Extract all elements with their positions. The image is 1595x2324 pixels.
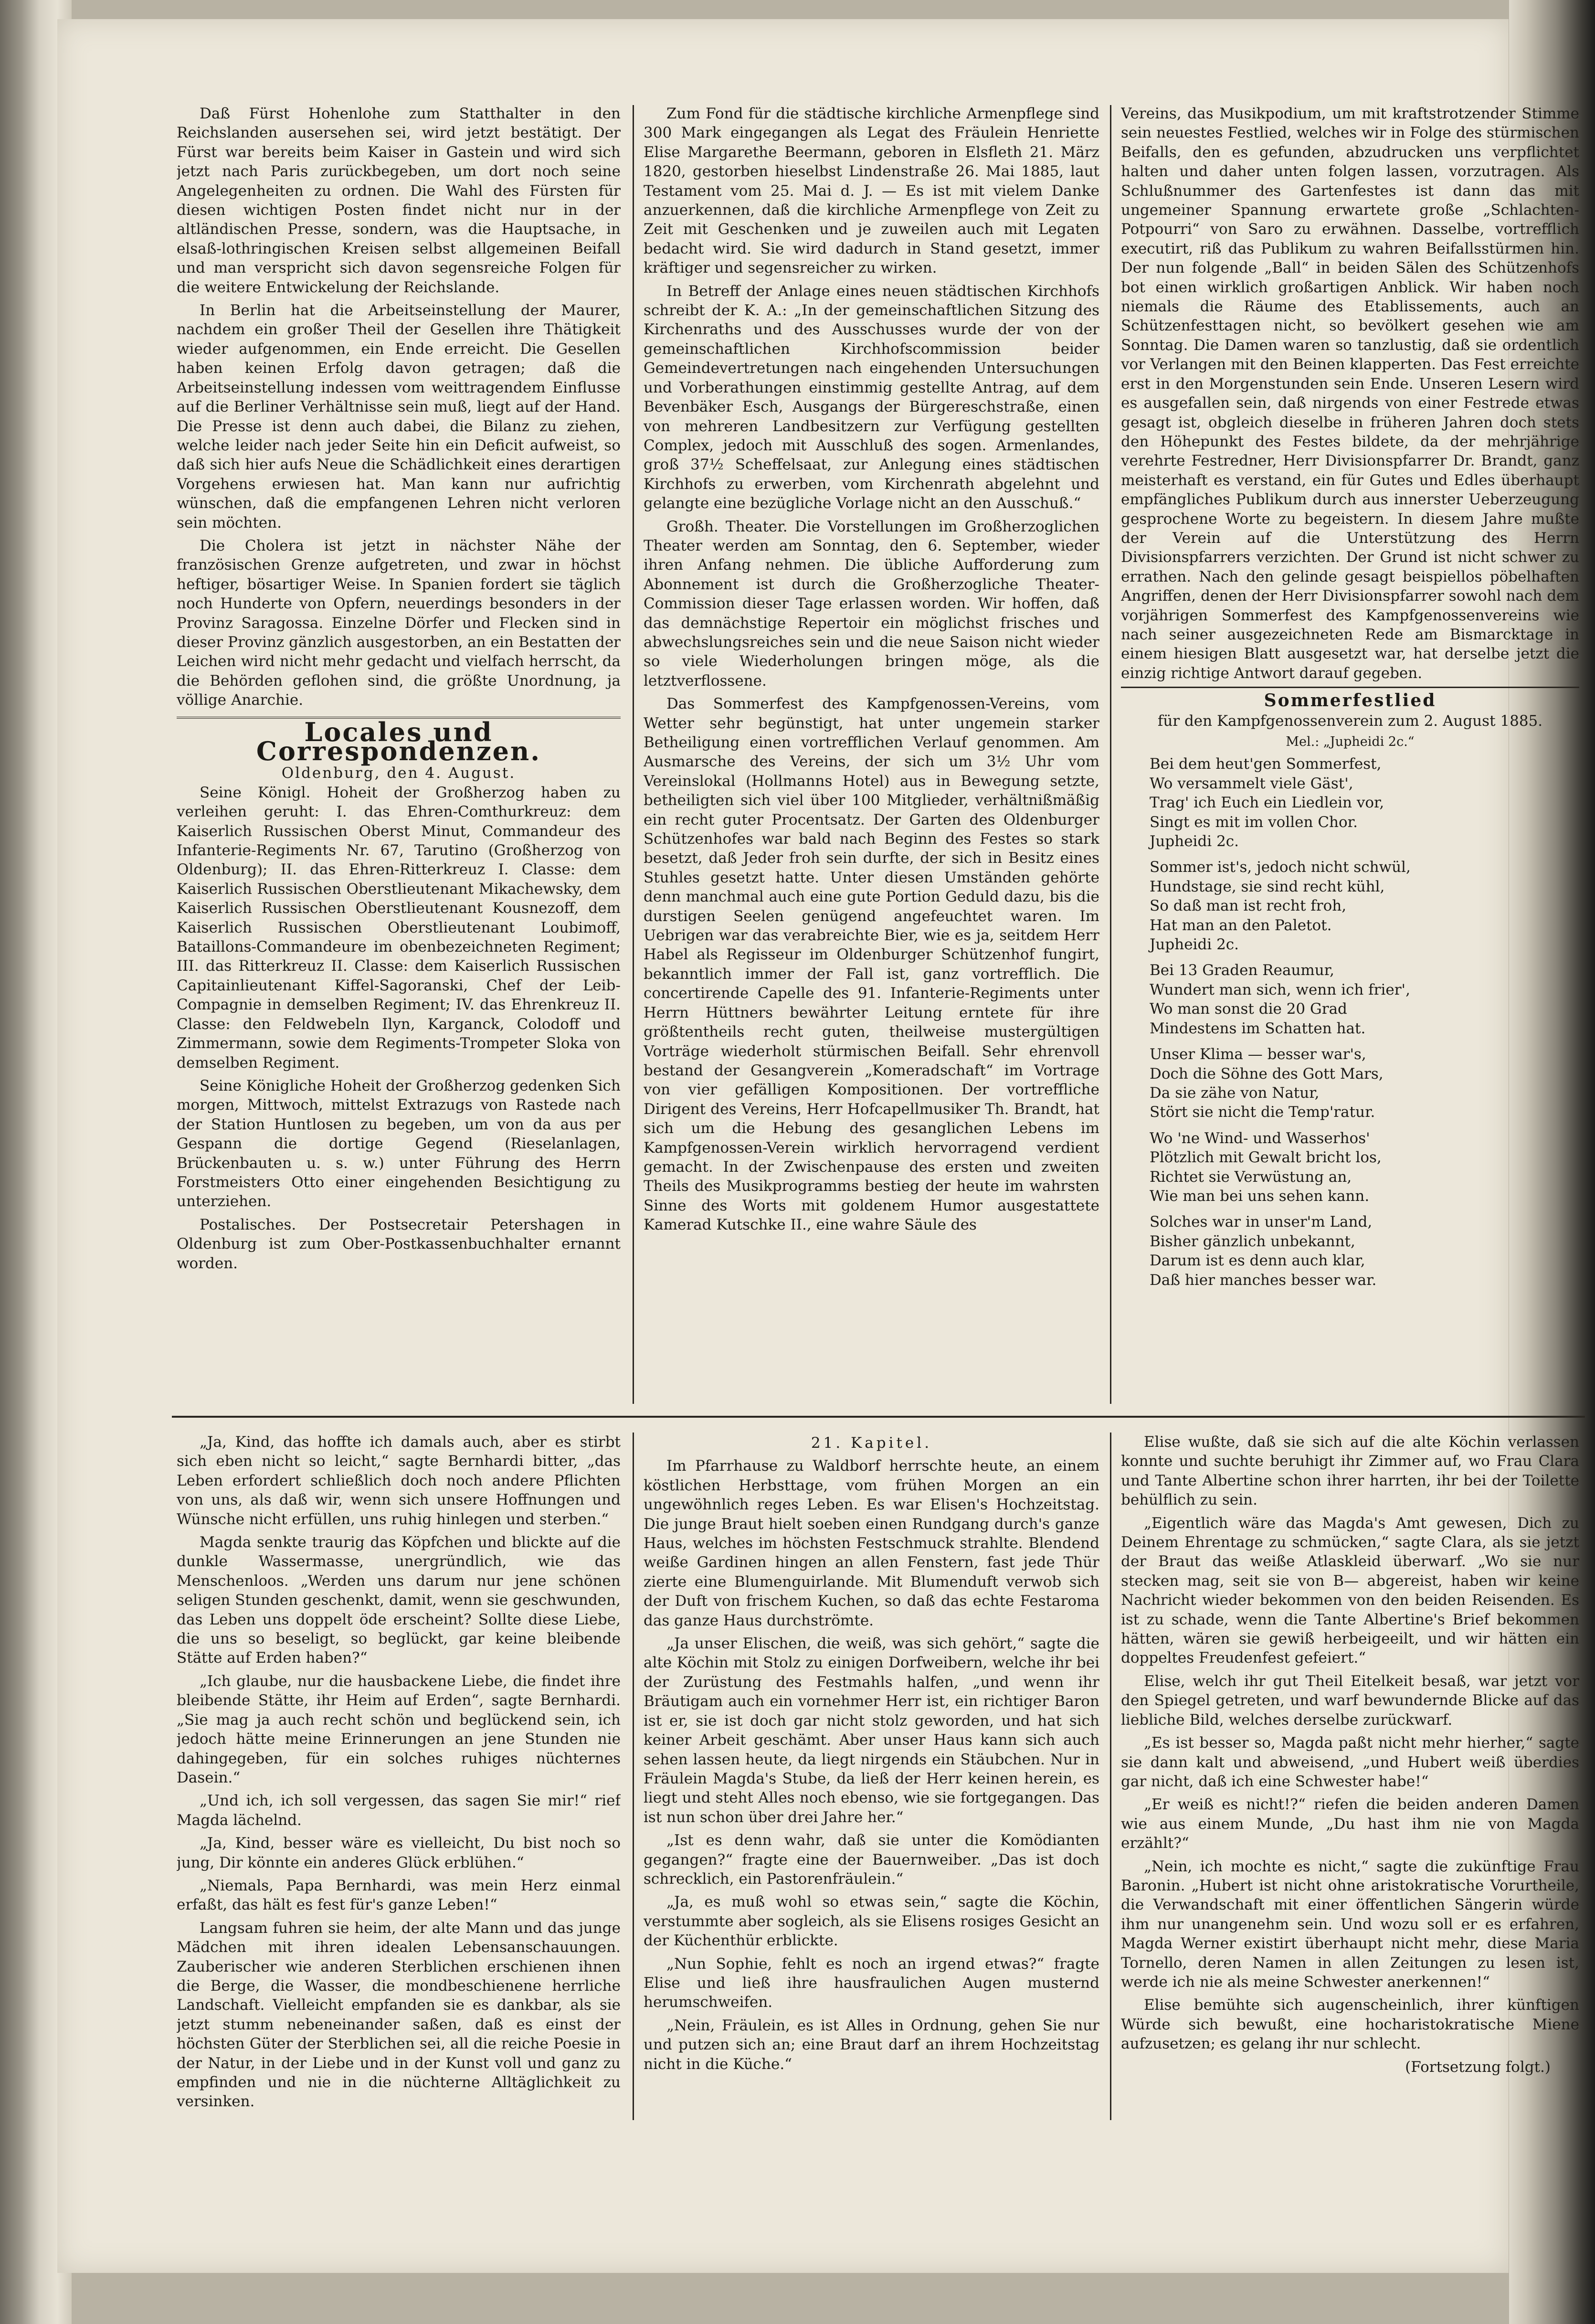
article-paragraph: „Ja unser Elischen, die weiß, was sich gehört,“ sagte die alte Köchin mit Stolz zu einigen Dorfweibern, welche ihr bei der Zurüstung des Festmahls halfen, „und wenn ihr Bräutigam auch ein vornehmer Herr ist, ein richtiger Baron ist er, sie ist doch gar nicht stolz geworden, und hat sich keiner Arbeit geschämt. Aber unser Haus kann sich auch sehen lassen heute, da liegt nirgends ein Stäubchen. Nur in Fräulein Magda's Stube, da ließ der Herr keinen herein, es liegt und steht Alles noch ebenso, wie sie fortgegangen. Das ist nun schon über drei Jahre her.“ — [644, 1635, 1099, 1826]
poem-subtitle: für den Kampfgenossenverein zum 2. August 1885. — [1157, 712, 1543, 730]
article-paragraph: „Und ich, ich soll vergessen, das sagen Sie mir!“ rief Magda lächelnd. — [177, 1792, 621, 1829]
column-rule — [633, 1433, 634, 2120]
dateline: Oldenburg, den 4. August. — [281, 764, 516, 782]
poem-line: Wo versammelt viele Gäst', — [1150, 775, 1353, 792]
feuilleton-column-2 — [644, 1433, 1099, 2130]
article-paragraph: Seine Königliche Hoheit der Großherzog gedenken Sich morgen, Mittwoch, mittelst Extrazugs von Rastede nach der Station Huntlosen zu begeben, um von da aus per Gespann die dortige Gegend (Rieselanlagen, Brückenbauten u. s. w.) unter Führung des Herrn Forstmeisters Otto einer eingehenden Besichtigung zu unterziehen. — [177, 1077, 621, 1210]
article-paragraph: Elise, welch ihr gut Theil Eitelkeit besaß, war jetzt vor den Spiegel getreten, und warf bewundernde Blicke auf das liebliche Bild, welches derselbe zurückwarf. — [1121, 1672, 1579, 1729]
poem-line: Singt es mit im vollen Chor. — [1150, 813, 1358, 831]
article-paragraph: „Nein, Fräulein, es ist Alles in Ordnung, gehen Sie nur und putzen sich an; eine Braut darf an ihrem Hochzeitstag nicht in die Küche.“ — [644, 2016, 1099, 2073]
article-paragraph: „Es ist besser so, Magda paßt nicht mehr hierher,“ sagte sie dann kalt und abweisend, „und Hubert weiß überdies gar nicht, daß ich eine Schwester habe!“ — [1121, 1734, 1579, 1790]
article-paragraph: „Er weiß es nicht!?“ riefen die beiden anderen Damen wie aus einem Munde, „Du hast ihm nie von Magda erzählt?“ — [1121, 1796, 1579, 1852]
poem-melody: Mel.: „Jupheidi 2c.“ — [1286, 734, 1415, 749]
section-heading: Locales und Correspondenzen. — [177, 717, 621, 761]
article-paragraph: In Berlin hat die Arbeitseinstellung der Maurer, nachdem ein großer Theil der Gesellen ihre Thätigkeit wieder aufgenommen, ein Ende erreicht. Die Gesellen haben keinen Erfolg davon getragen; daß die Arbeitseinstellung indessen vom weittragendem Einflusse auf die Berliner Verhältnisse sein muß, liegt auf der Hand. Die Presse ist denn auch dabei, die Bilanz zu ziehen, welche leider nach jeder Seite hin ein Deficit aufweist, so daß sich hier aufs Neue die Schädlichkeit eines derartigen Vorgehens erwiesen hat. Man kann nur aufrichtig wünschen, daß die empfangenen Lehren nicht verloren sein möchten. — [177, 302, 621, 531]
article-paragraph: Vereins, das Musikpodium, um mit kraftstrotzender Stimme sein neuestes Festlied, welches wir in Folge des stürmischen Beifalls, den es gefunden, abzudrucken uns verpflichtet halten und daher unten folgen lassen, vorzutragen. Als Schlußnummer des Gartenfestes ist dann das mit ungemeiner Spannung erwartete große „Schlachten-Potpourri“ von Saro zu erwähnen. Dasselbe, vortrefflich executirt, riß das Publikum zu wahren Beifallsstürmen hin. Der nun folgende „Ball“ in beiden Sälen des Schützenhofs bot einen wirklich großartigen Anblick. Wir haben noch niemals die Räume des Etablissements, auch an Schützenfesttagen nicht, so bevölkert gesehen wie am Sonntag. Die Damen waren so tanzlustig, daß sie ordentlich vor Verlangen mit den Beinen klapperten. Das Fest erreichte erst in den Morgenstunden sein Ende. Unseren Lesern wird es ausgefallen sein, daß nirgends von einer Festrede etwas gesagt ist, obgleich dieselbe in früheren Jahren doch stets den Höhepunkt des Festes bildete, da der mehrjährige verehrte Festredner, Herr Divisionspfarrer Dr. Brandt, ganz meisterhaft es verstand, ein für Gutes und Edles überhaupt empfängliches Publikum durch aus innerster Ueberzeugung gesprochene Worte zu begeistern. In diesem Jahre mußte der Verein auf die Unterstützung des Herrn Divisionspfarrers verzichten. Der Grund ist nicht schwer zu errathen. Nach den gelinde gesagt beispiellos pöbelhaften Angriffen, denen der Herr Divisionspfarrer sowohl nach dem vorjährigen Sommerfest des Kampfgenossenvereins wie nach seiner ausgezeichneten Rede am Bismarcktage in einem hiesigen Blatt ausgesetzt war, hat derselbe jetzt die einzig richtige Antwort darauf gegeben. — [1121, 105, 1579, 682]
article-paragraph: Postalisches. Der Postsecretair Petershagen in Oldenburg ist zum Ober-Postkassenbuchhalter ernannt worden. — [177, 1216, 621, 1272]
feuilleton-column-3 — [1121, 1433, 1579, 2130]
article-paragraph: Im Pfarrhause zu Waldborf herrschte heute, an einem köstlichen Herbsttage, vom frühen Morgen an ein ungewöhnlich reges Leben. Es war Elisen's Hochzeitstag. Die junge Braut hielt soeben einen Rundgang durch's ganze Haus, welches im höchsten Festschmuck strahlte. Blendend weiße Gardinen hingen an allen Fenstern, fast jede Thür zierte eine Blumenguirlande. Mit Blumenduft verwob sich der Duft von frischem Kuchen, so daß das echte Festaroma das ganze Haus durchströmte. — [644, 1457, 1099, 1629]
article-paragraph: Elise wußte, daß sie sich auf die alte Köchin verlassen konnte und suchte beruhigt ihr Zimmer auf, wo Frau Clara und Tante Albertine schon ihrer harrten, ihr bei der Toilette behülflich zu sein. — [1121, 1433, 1579, 1509]
poem-stanza — [1150, 1045, 1579, 1122]
poem-line: Plötzlich mit Gewalt bricht los, — [1150, 1149, 1382, 1167]
feuilleton-divider — [172, 1416, 1585, 1418]
article-paragraph: „Ja, es muß wohl so etwas sein,“ sagte die Köchin, verstummte aber sogleich, als sie Elisens rosiges Gesicht an der Küchenthür erblickte. — [644, 1893, 1099, 1950]
continuation-note: (Fortsetzung folgt.) — [1405, 2058, 1551, 2076]
poem-line: Da sie zähe von Natur, — [1150, 1084, 1320, 1102]
top-column-3 — [1121, 104, 1579, 1408]
column-rule — [1110, 1433, 1111, 2120]
article-paragraph: „Ich glaube, nur die hausbackene Liebe, die findet ihre bleibende Stätte, ihr Heim auf Erden“, sagte Bernhardi. „Sie mag ja auch recht schön und beglückend sein, ich jedoch hätte meine Erinnerungen an jene Stunden nie dahingegeben, für ein solches ruhiges nüchternes Dasein.“ — [177, 1672, 621, 1786]
poem-line: Solches war in unser'm Land, — [1150, 1213, 1373, 1231]
poem-stanza — [1150, 1212, 1579, 1290]
article-paragraph: „Nun Sophie, fehlt es noch an irgend etwas?“ fragte Elise und ließ ihre hausfraulichen Augen musternd herumschweifen. — [644, 1955, 1099, 2011]
poem-stanza — [1150, 858, 1579, 954]
poem-line: Daß hier manches besser war. — [1150, 1271, 1377, 1289]
poem-line: Stört sie nicht die Temp'ratur. — [1150, 1104, 1375, 1121]
article-paragraph: „Eigentlich wäre das Magda's Amt gewesen, Dich zu Deinem Ehrentage zu schmücken,“ sagte Clara, als sie jetzt der Braut das weiße Atlaskleid überwarf. „Wo sie nur stecken mag, seit sie von B— abgereist, haben wir keine Nachricht wieder bekommen von den beiden Reisenden. Es ist zu schade, wenn die Tante Albertine's Brief bekommen hätten, wären sie gewiß herbeigeeilt, und wir hätten ein doppeltes Freudenfest gefeiert.“ — [1121, 1514, 1579, 1667]
poem-line: Bei dem heut'gen Sommerfest, — [1150, 755, 1382, 773]
poem-line: Doch die Söhne des Gott Mars, — [1150, 1065, 1384, 1082]
poem-line: Richtet sie Verwüstung an, — [1150, 1168, 1352, 1186]
article-paragraph: Großh. Theater. Die Vorstellungen im Großherzoglichen Theater werden am Sonntag, den 6. September, wieder ihren Anfang nehmen. Die übliche Aufforderung zum Abonnement ist durch die Großherzogliche Theater-Commission dieser Tage erlassen worden. Wir hoffen, daß das demnächstige Repertoir ein möglichst frisches und abwechslungsreiches sein und die neue Saison nicht wieder so viele Wiederholungen bringen möge, als die letztverflossene. — [644, 518, 1099, 690]
article-paragraph: „Ist es denn wahr, daß sie unter die Komödianten gegangen?“ fragte eine der Bauernweiber. „Das ist doch schrecklich, ein Pastorenfräulein.“ — [644, 1832, 1099, 1888]
article-paragraph: Magda senkte traurig das Köpfchen und blickte auf die dunkle Wassermasse, unergründlich, wie das Menschenloos. „Werden uns darum nur jene schönen seligen Stunden geschenkt, damit, wenn sie geschwunden, das Leben uns doppelt öde erscheint? Sollte diese Liebe, die uns so beseligt, so beglückt, gar keine bleibende Stätte auf Erden haben?“ — [177, 1534, 621, 1667]
poem-line: Unser Klima — besser war's, — [1150, 1046, 1366, 1063]
feuilleton-column-1 — [177, 1433, 621, 2130]
poem-line: Sommer ist's, jedoch nicht schwül, — [1150, 859, 1411, 876]
poem-line: Wundert man sich, wenn ich frier', — [1150, 981, 1410, 998]
article-paragraph: „Niemals, Papa Bernhardi, was mein Herz einmal erfaßt, das hält es fest für's ganze Leben!“ — [177, 1877, 621, 1914]
poem-line: Mindestens im Schatten hat. — [1150, 1019, 1366, 1037]
article-paragraph: „Nein, ich mochte es nicht,“ sagte die zukünftige Frau Baronin. „Hubert ist nicht ohne aristokratische Vorurtheile, die Verwandschaft mit einer öffentlichen Sängerin würde ihm nur unangenehm sein. Und wozu soll er es erfahren, Magda Werner existirt überhaupt nicht mehr, diese Maria Tornello, deren Namen in allen Zeitungen zu lesen ist, werde ich nie als meine Schwester anerkennen!“ — [1121, 1857, 1579, 1991]
poem-line: Hundstage, sie sind recht kühl, — [1150, 878, 1385, 895]
article-paragraph: Zum Fond für die städtische kirchliche Armenpflege sind 300 Mark eingegangen als Legat des Fräulein Henriette Elise Margarethe Beermann, geboren in Elsfleth 21. März 1820, gestorben hieselbst Lindenstraße 26. Mai 1885, laut Testament vom 25. Mai d. J. — Es ist mit vielem Danke anzuerkennen, daß die kirchliche Armenpflege von Zeit zu Zeit mit Geschenken und je zuweilen auch mit Legaten bedacht wird. Sie wird dadurch in Stand gesetzt, immer kräftiger und segensreicher zu wirken. — [644, 105, 1099, 277]
column-rule — [1110, 105, 1111, 1404]
top-column-1 — [177, 104, 621, 1408]
poem-line: Darum ist es denn auch klar, — [1150, 1252, 1365, 1270]
poem-line: Bei 13 Graden Reaumur, — [1150, 962, 1335, 979]
article-paragraph: „Ja, Kind, das hoffte ich damals auch, aber es stirbt sich eben nicht so leicht,“ sagte Bernhardi bitter, „das Leben erfordert schließlich doch noch andere Pflichten von uns, als daß wir, wenn sich unsere Hoffnungen und Wünsche nicht erfüllen, uns ruhig hinlegen und sterben.“ — [177, 1433, 621, 1528]
article-paragraph: Langsam fuhren sie heim, der alte Mann und das junge Mädchen mit ihren idealen Lebensanschauungen. Zauberischer wie anderen Sterblichen erschienen ihnen die Berge, die Wasser, die mondbeschienene herrliche Landschaft. Vielleicht empfanden sie es dankbar, als sie jetzt stumm nebeneinander saßen, daß es einst der höchsten Güter der Sterblichen sei, all die reiche Poesie in der Natur, in der Liebe und in der Kunst voll und ganz zu empfinden und nie in die nüchterne Alltäglichkeit zu versinken. — [177, 1919, 621, 2111]
top-column-2 — [644, 104, 1099, 1408]
chapter-heading: 21. Kapitel. — [811, 1434, 932, 1452]
poem-line: Jupheidi 2c. — [1150, 936, 1239, 954]
poem-stanza — [1150, 1129, 1579, 1206]
poem-line: So daß man ist recht froh, — [1150, 897, 1347, 915]
poem-line: Hat man an den Paletot. — [1150, 916, 1332, 934]
poem-stanza — [1150, 961, 1579, 1038]
column-rule — [633, 105, 634, 1404]
poem-line: Bisher gänzlich unbekannt, — [1150, 1232, 1355, 1250]
article-paragraph: Daß Fürst Hohenlohe zum Statthalter in den Reichslanden ausersehen sei, wird jetzt bestätigt. Der Fürst war bereits beim Kaiser in Gastein und wird sich jetzt nach Paris zurückbegeben, um dort noch seine Angelegenheiten zu ordnen. Die Wahl des Fürsten für diesen wichtigen Posten findet nicht nur in der altländischen Presse, sondern, was die Hauptsache, in elsaß-lothringischen Kreisen selbst allgemeinen Beifall und man verspricht sich davon segensreiche Folgen für die weitere Entwickelung der Reichslande. — [177, 105, 621, 296]
article-paragraph: Die Cholera ist jetzt in nächster Nähe der französischen Grenze aufgetreten, und zwar in höchst heftiger, bösartiger Weise. In Spanien fordert sie täglich noch Hunderte von Opfern, neuerdings besonders in der Provinz Saragossa. Einzelne Dörfer und Flecken sind in dieser Provinz gänzlich ausgestorben, an ein Bestatten der Leichen wird nicht mehr gedacht und vielfach herrscht, da die Behörden geflohen sind, die größte Unordnung, ja völlige Anarchie. — [177, 537, 621, 709]
article-paragraph: In Betreff der Anlage eines neuen städtischen Kirchhofs schreibt der K. A.: „In der gemeinschaftlichen Sitzung des Kirchenraths und des Ausschusses wurde der von der gemeinschaftlichen Kirchhofscommission beider Gemeindevertretungen nach eingehenden Untersuchungen und Vorberathungen einstimmig gestellte Antrag, auf dem Bevenbäker Esch, Ausgangs der Bürgereschstraße, einen von mehreren Landbesitzern zur Verfügung gestellten Complex, jedoch mit Ausschluß des sogen. Armenlandes, groß 37½ Scheffelsaat, zur Anlegung eines städtischen Kirchhofs zu erwerben, vom Kirchenrath abgelehnt und gelangte eine bezügliche Vorlage nicht an den Ausschuß.“ — [644, 282, 1099, 512]
article-paragraph: „Ja, Kind, besser wäre es vielleicht, Du bist noch so jung, Dir könnte ein anderes Glück erblühen.“ — [177, 1835, 621, 1871]
poem-line: Trag' ich Euch ein Liedlein vor, — [1150, 794, 1384, 812]
poem-line: Wo man sonst die 20 Grad — [1150, 1000, 1347, 1018]
poem-line: Wo 'ne Wind- und Wasserhos' — [1150, 1129, 1370, 1147]
article-paragraph: Elise bemühte sich augenscheinlich, ihrer künftigen Würde sich bewußt, eine hocharistokratische Miene aufzusetzen; es gelang ihr nur schlecht. — [1121, 1996, 1579, 2053]
newspaper-page — [57, 19, 1579, 2273]
article-paragraph: Das Sommerfest des Kampfgenossen-Vereins, vom Wetter sehr begünstigt, hat unter ungemein starker Betheiligung einen vortrefflichen Verlauf genommen. Am Ausmarsche des Vereins, der sich um 3½ Uhr vom Vereinslokal (Hollmanns Hotel) aus in Bewegung setzte, betheiligten sich viel über 100 Mitglieder, verhältnißmäßig ein recht guter Procentsatz. Der Garten des Oldenburger Schützenhofes war bald nach Beginn des Festes so stark besetzt, daß Jeder froh sein durfte, der sich in Besitz eines Stuhles gesetzt hatte. Unter diesen Umständen gehörte denn manchmal auch eine gute Portion Geduld dazu, bis die durstigen Seelen genügend angefeuchtet waren. Im Uebrigen war das verabreichte Bier, wie es ja, seitdem Herr Habel als Regisseur im Oldenburger Schützenhof fungirt, bekanntlich immer der Fall ist, ganz vortrefflich. Die concertirende Capelle des 91. Infanterie-Regiments unter Herrn Hüttners bewährter Leitung erntete für ihre größtentheils recht guten, theilweise mustergültigen Vorträge wiederholt stürmischen Beifall. Sehr ehrenvoll bestand der Gesangverein „Komeradschaft“ im Vortrage von vier gefälligen Kompositionen. Der vortreffliche Dirigent des Vereins, Herr Hofcapellmusiker Th. Brandt, hat sich um die Hebung des gesanglichen Lebens im Kampfgenossen-Verein wirklich hervorragend verdient gemacht. In der Zwischenpause des ersten und zweiten Theils des Musikprogramms bestieg der heute im wahrsten Sinne des Worts mit goldenem Humor ausgestattete Kamerad Kutschke II., eine wahre Säule des — [644, 695, 1099, 1234]
poem-title: Sommerfestlied — [1121, 687, 1579, 710]
poem-line: Jupheidi 2c. — [1150, 833, 1239, 850]
poem-line: Wie man bei uns sehen kann. — [1150, 1187, 1370, 1205]
article-paragraph: Seine Königl. Hoheit der Großherzog haben zu verleihen geruht: I. das Ehren-Comthurkreuz: dem Kaiserlich Russischen Oberst Minut, Commandeur des Infanterie-Regiments Nr. 67, Tarutino (Großherzog von Oldenburg); II. das Ehren-Ritterkreuz I. Classe: dem Kaiserlich Russischen Oberstlieutenant Mikachewsky, dem Kaiserlich Russischen Oberstlieutenant Kousnezoff, dem Kaiserlich Russischen Oberstlieutenant Loubimoff, Bataillons-Commandeure im obenbezeichneten Regiment; III. das Ritterkreuz II. Classe: dem Kaiserlich Russischen Capitainlieutenant Kiffel-Sagoranski, Chef der Leib-Compagnie in demselben Regiment; IV. das Ehrenkreuz II. Classe: den Feldwebeln Ilyn, Karganck, Colodoff und Zimmermann, sowie dem Regiments-Trompeter Sloka von demselben Regiment. — [177, 784, 621, 1072]
poem-stanza — [1150, 754, 1579, 851]
